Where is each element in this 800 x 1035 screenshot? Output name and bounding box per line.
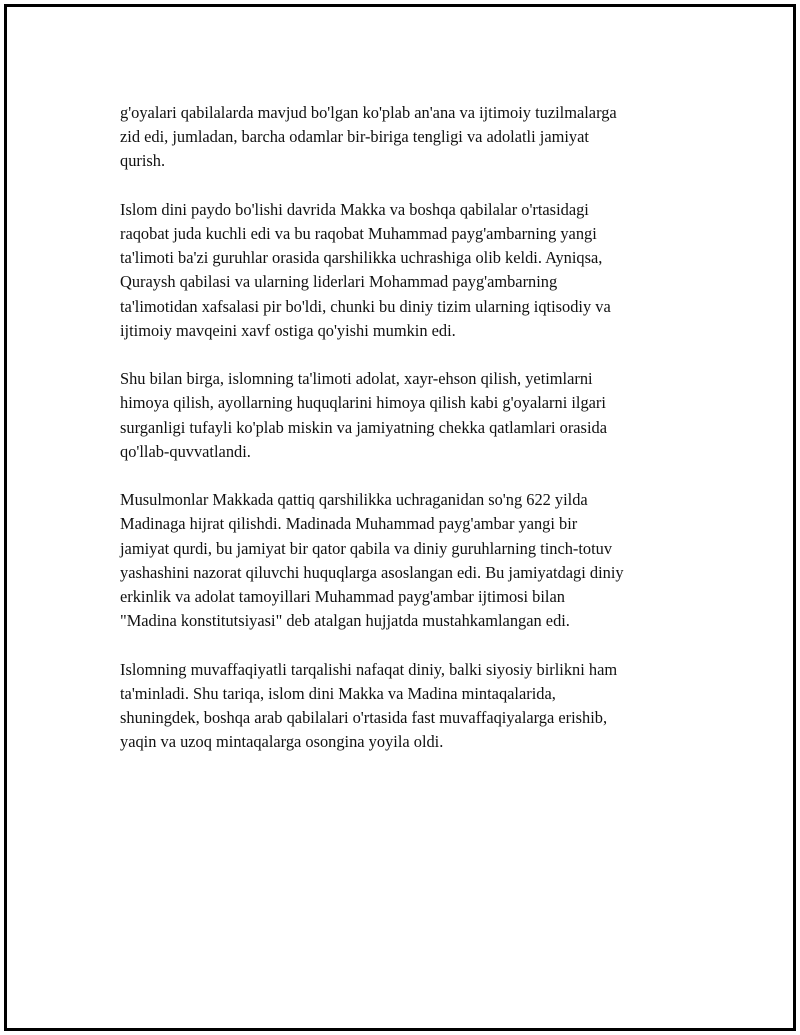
- paragraph-5: [120, 658, 695, 755]
- text-line: surganligi tufayli ko'plab miskin va jamiyatning chekka qatlamlari orasida: [120, 417, 607, 437]
- text-line: himoya qilish, ayollarning huquqlarini himoya qilish kabi g'oyalarni ilgari: [120, 393, 606, 413]
- text-line: qo'llab-quvvatlandi.: [120, 441, 251, 461]
- text-line: zid edi, jumladan, barcha odamlar bir-biriga tengligi va adolatli jamiyat: [120, 127, 589, 147]
- text-line: ta'limoti ba'zi guruhlar orasida qarshilikka uchrashiga olib keldi. Ayniqsa,: [120, 248, 603, 268]
- text-line: Shu bilan birga, islomning ta'limoti adolat, xayr-ehson qilish, yetimlarni: [120, 369, 593, 389]
- text-line: Islomning muvaffaqiyatli tarqalishi nafaqat diniy, balki siyosiy birlikni ham: [120, 659, 618, 679]
- text-line: qurish.: [120, 151, 166, 171]
- document-body: [120, 101, 695, 779]
- page-frame: [4, 4, 796, 1031]
- text-line: erkinlik va adolat tamoyillari Muhammad payg'ambar ijtimosi bilan: [120, 587, 565, 607]
- text-line: Islom dini paydo bo'lishi davrida Makka va boshqa qabilalar o'rtasidagi: [120, 199, 589, 219]
- text-line: ijtimoiy mavqeini xavf ostiga qo'yishi mumkin edi.: [120, 320, 456, 340]
- paragraph-3: [120, 367, 695, 464]
- paragraph-4: [120, 488, 695, 633]
- text-line: ta'minladi. Shu tariqa, islom dini Makka va Madina mintaqalarida,: [120, 683, 556, 703]
- text-line: Musulmonlar Makkada qattiq qarshilikka uchraganidan so'ng 622 yilda: [120, 490, 588, 510]
- text-line: shuningdek, boshqa arab qabilalari o'rtasida fast muvaffaqiyalarga erishib,: [120, 708, 608, 728]
- text-line: raqobat juda kuchli edi va bu raqobat Muhammad payg'ambarning yangi: [120, 224, 597, 243]
- paragraph-2: [120, 198, 695, 343]
- text-line: Quraysh qabilasi va ularning liderlari Mohammad payg'ambarning: [120, 272, 558, 292]
- text-line: yashashini nazorat qiluvchi huquqlarga asoslangan edi. Bu jamiyatdagi diniy: [120, 562, 624, 582]
- text-line: yaqin va uzoq mintaqalarga osongina yoyila oldi.: [120, 732, 444, 752]
- text-line: jamiyat qurdi, bu jamiyat bir qator qabila va diniy guruhlarning tinch-totuv: [120, 538, 613, 558]
- paragraph-1: [120, 101, 695, 174]
- text-line: "Madina konstitutsiyasi" deb atalgan hujjatda mustahkamlangan edi.: [120, 611, 570, 631]
- text-line: Madinaga hijrat qilishdi. Madinada Muhammad payg'ambar yangi bir: [120, 514, 578, 534]
- text-line: g'oyalari qabilalarda mavjud bo'lgan ko'plab an'ana va ijtimoiy tuzilmalarga: [120, 103, 617, 122]
- text-line: ta'limotidan xafsalasi pir bo'ldi, chunki bu diniy tizim ularning iqtisodiy va: [120, 296, 611, 316]
